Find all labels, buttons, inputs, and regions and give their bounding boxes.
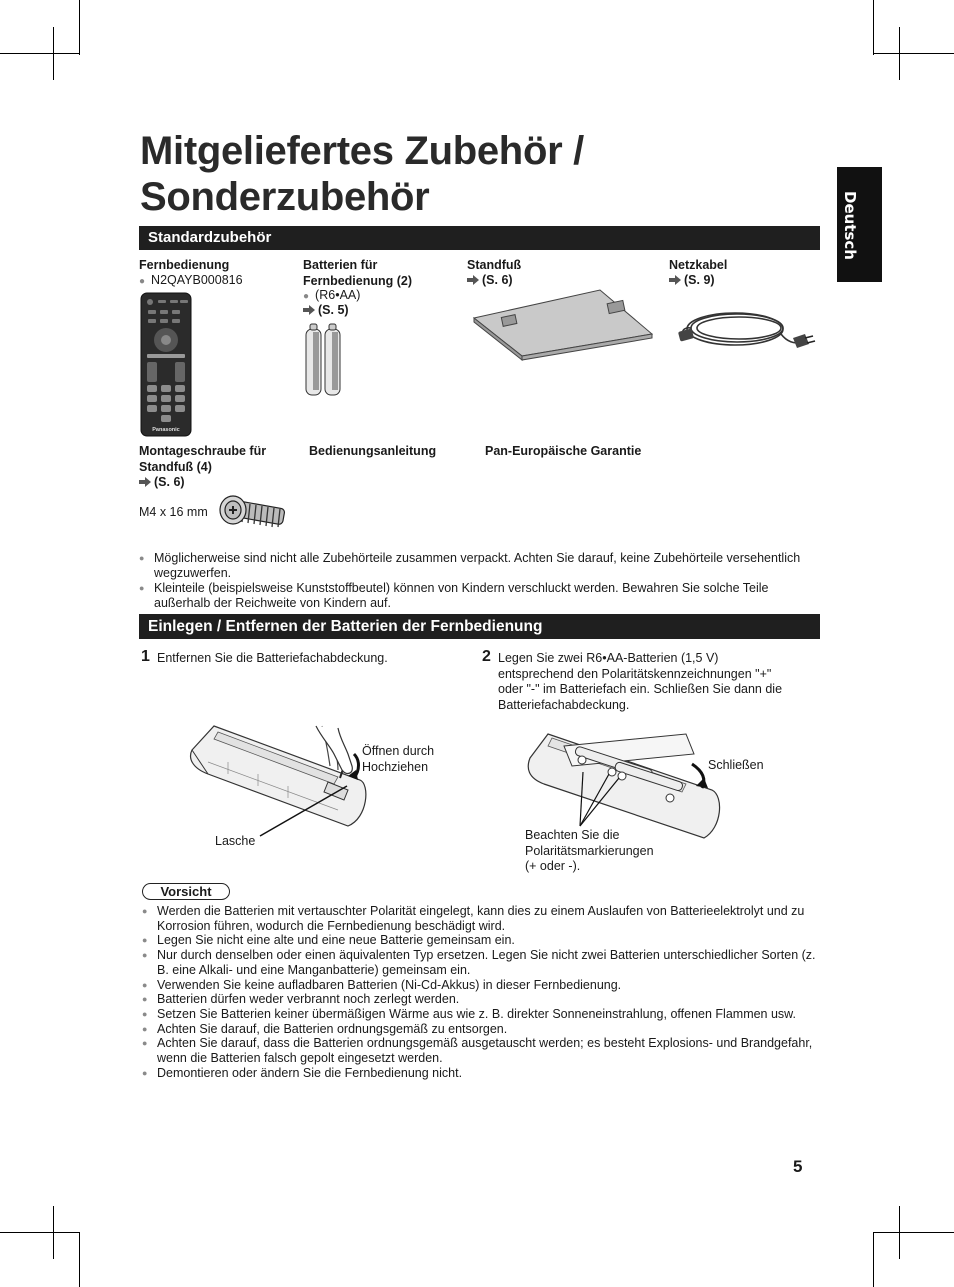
- batteries-ref-text: (S. 5): [318, 303, 349, 317]
- callout-open: [362, 744, 434, 775]
- step-2-number: 2: [482, 648, 491, 665]
- polarity-callout-lines: [575, 770, 625, 830]
- screws-size: M4 x 16 mm: [139, 505, 208, 519]
- power-cable-image: [675, 300, 815, 360]
- remote-close-illustration: [526, 728, 726, 844]
- crop-mark: [0, 1232, 27, 1233]
- batteries-type-text: (R6•AA): [315, 288, 361, 302]
- page-title: [140, 128, 584, 220]
- arrow-right-icon: [669, 275, 681, 285]
- batteries-label: [303, 258, 412, 289]
- step-2-text: [498, 651, 818, 713]
- caution-item: ● Legen Sie nicht eine alte und eine neue Batterie gemeinsam ein.: [142, 933, 822, 948]
- stand-ref-text: (S. 6): [482, 273, 513, 287]
- screw-image: [218, 493, 288, 529]
- notes-list: [139, 551, 824, 611]
- warranty-label: Pan-Europäische Garantie: [485, 444, 642, 458]
- batteries-label-line-2: Fernbedienung (2): [303, 273, 413, 288]
- arrow-right-icon: [303, 305, 315, 315]
- crop-mark: [926, 1232, 954, 1233]
- stand-label: Standfuß: [467, 258, 522, 272]
- callout-line: [255, 780, 355, 840]
- crop-mark: [0, 53, 27, 54]
- screws-ref[interactable]: [139, 475, 185, 491]
- screws-label-line-1: Montageschraube für: [139, 444, 267, 458]
- manual-label: Bedienungsanleitung: [309, 444, 437, 458]
- title-line-2: Sonderzubehör: [140, 175, 430, 219]
- language-tab: [837, 167, 882, 282]
- title-line-1: Mitgeliefertes Zubehör /: [140, 129, 584, 173]
- caution-label: Vorsicht: [142, 883, 230, 900]
- stand-image: [472, 288, 654, 358]
- finger-illustration: [312, 724, 362, 784]
- screws-label-line-2: Standfuß (4): [139, 459, 212, 474]
- caution-item: ● Verwenden Sie keine aufladbaren Batterien (Ni-Cd-Akkus) in dieser Fernbedienung.: [142, 978, 822, 993]
- batteries-ref[interactable]: [303, 303, 349, 319]
- caution-item: ● Setzen Sie Batterien keiner übermäßigen Wärme aus wie z. B. direkter Sonneneinstrahlung, offenen Flammen usw.: [142, 1007, 822, 1022]
- crop-mark: [53, 1206, 54, 1259]
- crop-mark: [926, 53, 954, 54]
- callout-open-line-2: Hochziehen: [362, 759, 429, 774]
- crop-mark: [899, 1206, 900, 1259]
- step-2-text-line: Batteriefachabdeckung.: [498, 697, 630, 712]
- bullet-icon: ●: [139, 276, 146, 287]
- language-tab-label: Deutsch: [841, 191, 859, 260]
- cable-ref-text: (S. 9): [684, 273, 715, 287]
- callout-open-line-1: Öffnen durch: [362, 744, 435, 758]
- screws-label: [139, 444, 266, 475]
- section-header-standard: Standardzubehör: [139, 226, 820, 250]
- crop-mark: [53, 27, 54, 80]
- note-item: ● Möglicherweise sind nicht alle Zubehörteile zusammen verpackt. Achten Sie darauf, keine Zubehörteile versehentlich wegzuwerfen.: [139, 551, 824, 581]
- caution-item: ● Achten Sie darauf, die Batterien ordnungsgemäß zu entsorgen.: [142, 1022, 822, 1037]
- callout-tab: Lasche: [215, 834, 256, 848]
- remote-model-text: N2QAYB000816: [151, 273, 243, 287]
- crop-mark: [79, 1232, 80, 1287]
- callout-close: Schließen: [708, 758, 764, 772]
- caution-item: ● Werden die Batterien mit vertauschter Polarität eingelegt, kann dies zu einem Auslaufen von Batterieelektrolyt und zu Korrosion führen, wodurch die Fernbedienung beschädigt wird.: [142, 904, 822, 933]
- caution-list: [142, 904, 822, 1080]
- note-item: ● Kleinteile (beispielsweise Kunststoffbeutel) können von Kindern verschluckt werden. Bewahren Sie solche Teile außerhalb der Reichweite von Kindern auf.: [139, 581, 824, 611]
- crop-mark: [873, 0, 874, 55]
- bullet-icon: ●: [303, 291, 310, 302]
- cable-label: Netzkabel: [669, 258, 728, 272]
- step-2-text-line: entsprechend den Polaritätskennzeichnungen "+": [498, 666, 772, 681]
- remote-brand-text: Panasonic: [152, 427, 180, 433]
- stand-ref[interactable]: [467, 273, 513, 289]
- crop-mark: [899, 27, 900, 80]
- step-2-text-line: oder "-" im Batteriefach ein. Schließen Sie dann die: [498, 682, 783, 696]
- callout-polarity-line: Polaritätsmarkierungen: [525, 843, 654, 858]
- callout-polarity: [525, 828, 654, 875]
- callout-polarity-line: Beachten Sie die: [525, 828, 620, 842]
- step-2-text-line: Legen Sie zwei R6•AA-Batterien (1,5 V): [498, 651, 719, 665]
- batteries-image: [304, 322, 344, 398]
- caution-item: ● Demontieren oder ändern Sie die Fernbedienung nicht.: [142, 1066, 822, 1081]
- section-header-batteries: Einlegen / Entfernen der Batterien der Fernbedienung: [139, 614, 820, 639]
- screws-ref-text: (S. 6): [154, 475, 185, 489]
- caution-item: ● Nur durch denselben oder einen äquivalenten Typ ersetzen. Legen Sie nicht zwei Batterien unterschiedlicher Sorten (z. B. eine Alkali- und eine Manganbatterie) gemeinsam ein.: [142, 948, 822, 977]
- cable-ref[interactable]: [669, 273, 715, 289]
- step-1-text: Entfernen Sie die Batteriefachabdeckung.: [157, 651, 388, 665]
- arrow-right-icon: [139, 477, 151, 487]
- caution-item: ● Achten Sie darauf, dass die Batterien ordnungsgemäß ausgetauscht werden; es besteht Explosions- und Brandgefahr, wenn die Batterien falsch gepolt eingesetzt werden.: [142, 1036, 822, 1065]
- page-number: 5: [793, 1157, 803, 1176]
- step-1-number: 1: [141, 648, 150, 665]
- remote-label: Fernbedienung: [139, 258, 230, 272]
- arrow-right-icon: [467, 275, 479, 285]
- remote-control-image: [140, 292, 192, 437]
- remote-model: [139, 273, 243, 290]
- crop-mark: [79, 0, 80, 55]
- batteries-label-line-1: Batterien für: [303, 258, 378, 272]
- caution-item: ● Batterien dürfen weder verbrannt noch zerlegt werden.: [142, 992, 822, 1007]
- callout-polarity-line: (+ oder -).: [525, 859, 581, 873]
- crop-mark: [873, 1232, 874, 1287]
